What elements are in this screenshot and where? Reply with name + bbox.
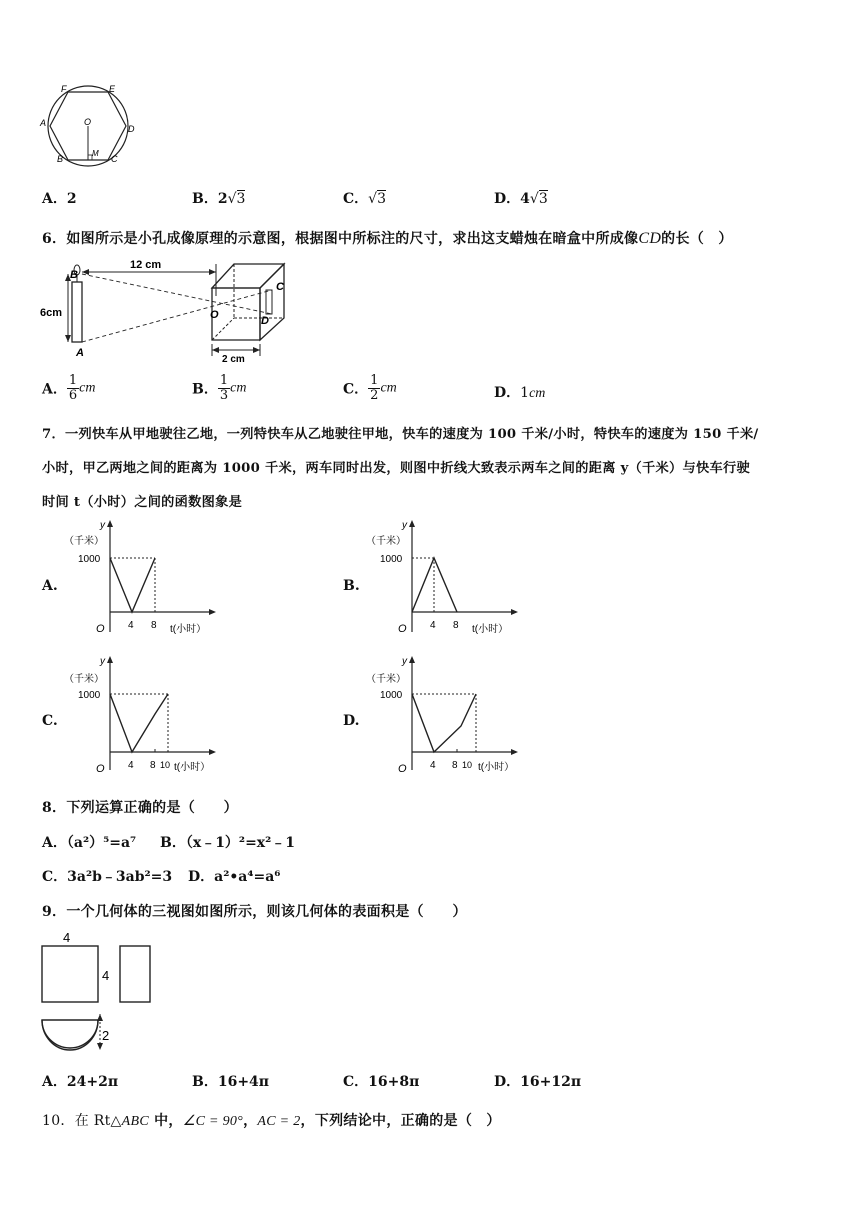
option-value: 2 bbox=[217, 191, 228, 207]
label-a: A bbox=[76, 347, 84, 359]
q9-option-a[interactable] bbox=[42, 1071, 118, 1091]
q10-abc: ABC bbox=[121, 1114, 149, 1129]
label-2cm: 2 cm bbox=[222, 354, 245, 364]
q6-tail: 的长（ ） bbox=[661, 231, 733, 247]
axis-unit: （千米） bbox=[64, 536, 104, 547]
option-letter: B． bbox=[192, 1074, 218, 1090]
tick-4: 4 bbox=[430, 620, 436, 631]
option-letter: D． bbox=[494, 385, 521, 401]
q6-stem bbox=[42, 228, 733, 248]
unit: cm bbox=[529, 386, 546, 401]
label-e: E bbox=[109, 84, 116, 94]
option-letter: A． bbox=[42, 835, 67, 851]
label-b: B bbox=[57, 154, 64, 164]
option-value: 16+4π bbox=[217, 1074, 270, 1090]
q6-cd: CD bbox=[638, 230, 662, 247]
unit: cm bbox=[380, 380, 397, 396]
q8-option-a[interactable] bbox=[42, 832, 136, 852]
axis-y: y bbox=[402, 656, 407, 667]
label-f: F bbox=[61, 84, 67, 94]
q8-option-d[interactable] bbox=[188, 866, 280, 886]
sqrt-icon: √ bbox=[529, 191, 539, 207]
axis-t: t(小时） bbox=[472, 624, 509, 635]
radicand: 3 bbox=[538, 191, 548, 207]
label-b: B bbox=[70, 269, 78, 281]
q9-stem: 9．一个几何体的三视图如图所示，则该几何体的表面积是（ ） bbox=[42, 904, 467, 920]
tick-4: 4 bbox=[128, 620, 134, 631]
option-letter: C． bbox=[343, 1074, 369, 1090]
axis-y: y bbox=[402, 520, 407, 531]
q7-option-a[interactable]: A. bbox=[42, 578, 58, 594]
label-d: D bbox=[128, 124, 135, 134]
option-letter: A． bbox=[42, 1074, 67, 1090]
q7-option-d[interactable]: D. bbox=[343, 713, 360, 729]
option-value: 1 bbox=[520, 385, 530, 401]
denominator: 2 bbox=[370, 388, 379, 403]
tick-1000: 1000 bbox=[380, 554, 403, 565]
option-letter: D． bbox=[188, 869, 215, 885]
q6-option-b[interactable] bbox=[192, 374, 246, 403]
q10-mid1: 中， bbox=[148, 1113, 183, 1129]
option-letter: A． bbox=[42, 191, 67, 207]
tick-1000: 1000 bbox=[78, 690, 101, 701]
axis-t: t(小时） bbox=[170, 624, 207, 635]
tick-10: 10 bbox=[462, 760, 473, 770]
option-letter: C． bbox=[343, 381, 369, 398]
radicand: 3 bbox=[236, 191, 246, 207]
label-c: C bbox=[111, 154, 118, 164]
pinhole-figure bbox=[38, 256, 293, 364]
axis-unit: （千米） bbox=[366, 536, 406, 547]
q9-option-c[interactable] bbox=[343, 1071, 419, 1091]
q7-stem-line3: 时间 t（小时）之间的函数图象是 bbox=[42, 495, 243, 510]
graph-d bbox=[366, 652, 526, 782]
q9-option-d[interactable] bbox=[494, 1071, 581, 1091]
label-arc-2: 2 bbox=[102, 1028, 110, 1043]
q6-option-d[interactable] bbox=[494, 382, 545, 402]
option-letter: B． bbox=[192, 191, 218, 207]
radicand: 3 bbox=[377, 191, 386, 207]
option-value: 16+12π bbox=[520, 1074, 582, 1090]
origin: O bbox=[96, 623, 105, 635]
axis-unit: （千米） bbox=[64, 674, 104, 685]
label-a: A bbox=[40, 118, 47, 128]
q7-stem-line2: 小时，甲乙两地之间的距离为 1000 千米，两车同时出发，则图中折线大致表示两车之间的距离 y（千米）与快车行驶 bbox=[42, 461, 750, 476]
option-letter: C． bbox=[42, 869, 68, 885]
q10-mid2: ， bbox=[243, 1113, 258, 1129]
option-value: 3a²b﹣3ab²=3 bbox=[67, 869, 173, 885]
axis-y: y bbox=[100, 520, 105, 531]
q10-tail: ，下列结论中，正确的是（ ） bbox=[300, 1113, 501, 1129]
q6-option-a[interactable] bbox=[42, 374, 95, 403]
option-value: 16+8π bbox=[368, 1074, 420, 1090]
q8-option-c[interactable] bbox=[42, 866, 172, 886]
q5-option-d[interactable] bbox=[494, 188, 548, 208]
q6-option-c[interactable] bbox=[343, 374, 397, 403]
q10-stem bbox=[42, 1110, 501, 1130]
tick-4: 4 bbox=[128, 760, 134, 771]
option-value: （x﹣1）²=x²﹣1 bbox=[185, 835, 296, 851]
label-m: M bbox=[92, 149, 99, 158]
numerator: 1 bbox=[370, 373, 379, 388]
label-6cm: 6cm bbox=[40, 307, 63, 319]
q7-stem-line1: 7．一列快车从甲地驶往乙地，一列特快车从乙地驶往甲地，快车的速度为 100 千米/小时，特快车的速度为 150 千米/ bbox=[42, 427, 759, 442]
denominator: 6 bbox=[68, 388, 78, 403]
axis-t: t(小时） bbox=[174, 762, 211, 773]
fraction bbox=[368, 374, 380, 403]
option-letter: C． bbox=[343, 191, 369, 207]
graph-a bbox=[64, 516, 224, 644]
fraction bbox=[67, 374, 79, 403]
tick-10: 10 bbox=[160, 760, 171, 770]
axis-t: t(小时） bbox=[478, 762, 515, 773]
sqrt-icon: √ bbox=[368, 191, 378, 207]
origin: O bbox=[96, 763, 105, 775]
tick-1000: 1000 bbox=[380, 690, 403, 701]
option-value: （a²）⁵=a⁷ bbox=[66, 835, 137, 851]
tick-8: 8 bbox=[150, 760, 156, 771]
fraction bbox=[218, 374, 230, 403]
q5-option-a[interactable] bbox=[42, 188, 77, 208]
q5-option-b[interactable] bbox=[192, 188, 245, 208]
label-c: C bbox=[276, 281, 284, 293]
tick-8: 8 bbox=[452, 760, 458, 771]
axis-y: y bbox=[100, 656, 105, 667]
denominator: 3 bbox=[219, 388, 229, 403]
graph-c bbox=[64, 652, 224, 782]
origin: O bbox=[398, 763, 407, 775]
label-o: O bbox=[210, 309, 219, 321]
three-view-figure bbox=[38, 928, 158, 1058]
option-value: 24+2π bbox=[66, 1074, 119, 1090]
q8-stem: 8．下列运算正确的是（ ） bbox=[42, 800, 238, 816]
option-value: 4 bbox=[520, 191, 530, 207]
option-letter: B． bbox=[192, 381, 218, 398]
q6-text: 6．如图所示是小孔成像原理的示意图，根据图中所标注的尺寸，求出这支蜡烛在暗盒中所成像 bbox=[42, 231, 639, 247]
option-letter: D． bbox=[494, 191, 521, 207]
q9-option-b[interactable] bbox=[192, 1071, 269, 1091]
tick-4: 4 bbox=[430, 760, 436, 771]
q7-option-c[interactable]: C. bbox=[42, 713, 58, 729]
tick-1000: 1000 bbox=[78, 554, 101, 565]
origin: O bbox=[398, 623, 407, 635]
q8-option-b[interactable] bbox=[160, 832, 295, 852]
label-side-4: 4 bbox=[102, 968, 110, 983]
q10-angle: ∠C = 90° bbox=[182, 1114, 244, 1129]
label-top-4: 4 bbox=[63, 930, 71, 945]
label-o: O bbox=[84, 117, 92, 127]
axis-unit: （千米） bbox=[366, 674, 406, 685]
q10-ac: AC = 2 bbox=[257, 1114, 301, 1129]
unit: cm bbox=[79, 380, 96, 396]
option-value: a²•a⁴=a⁶ bbox=[214, 869, 281, 885]
q10-prefix: 10．在 Rt△ bbox=[42, 1113, 122, 1129]
numerator: 1 bbox=[219, 373, 229, 388]
tick-8: 8 bbox=[453, 620, 459, 631]
option-value: 2 bbox=[66, 191, 77, 207]
tick-8: 8 bbox=[151, 620, 157, 631]
unit: cm bbox=[230, 380, 247, 396]
hexagon-figure bbox=[38, 82, 143, 170]
sqrt-icon: √ bbox=[227, 191, 237, 207]
option-letter: D． bbox=[494, 1074, 521, 1090]
option-letter: B． bbox=[160, 835, 186, 851]
option-letter: A． bbox=[42, 381, 67, 398]
q7-option-b[interactable]: B. bbox=[343, 578, 360, 594]
numerator: 1 bbox=[68, 373, 78, 388]
q5-option-c[interactable] bbox=[343, 188, 386, 208]
graph-b bbox=[366, 516, 526, 644]
label-d: D bbox=[261, 315, 269, 327]
label-12cm: 12 cm bbox=[130, 259, 162, 271]
